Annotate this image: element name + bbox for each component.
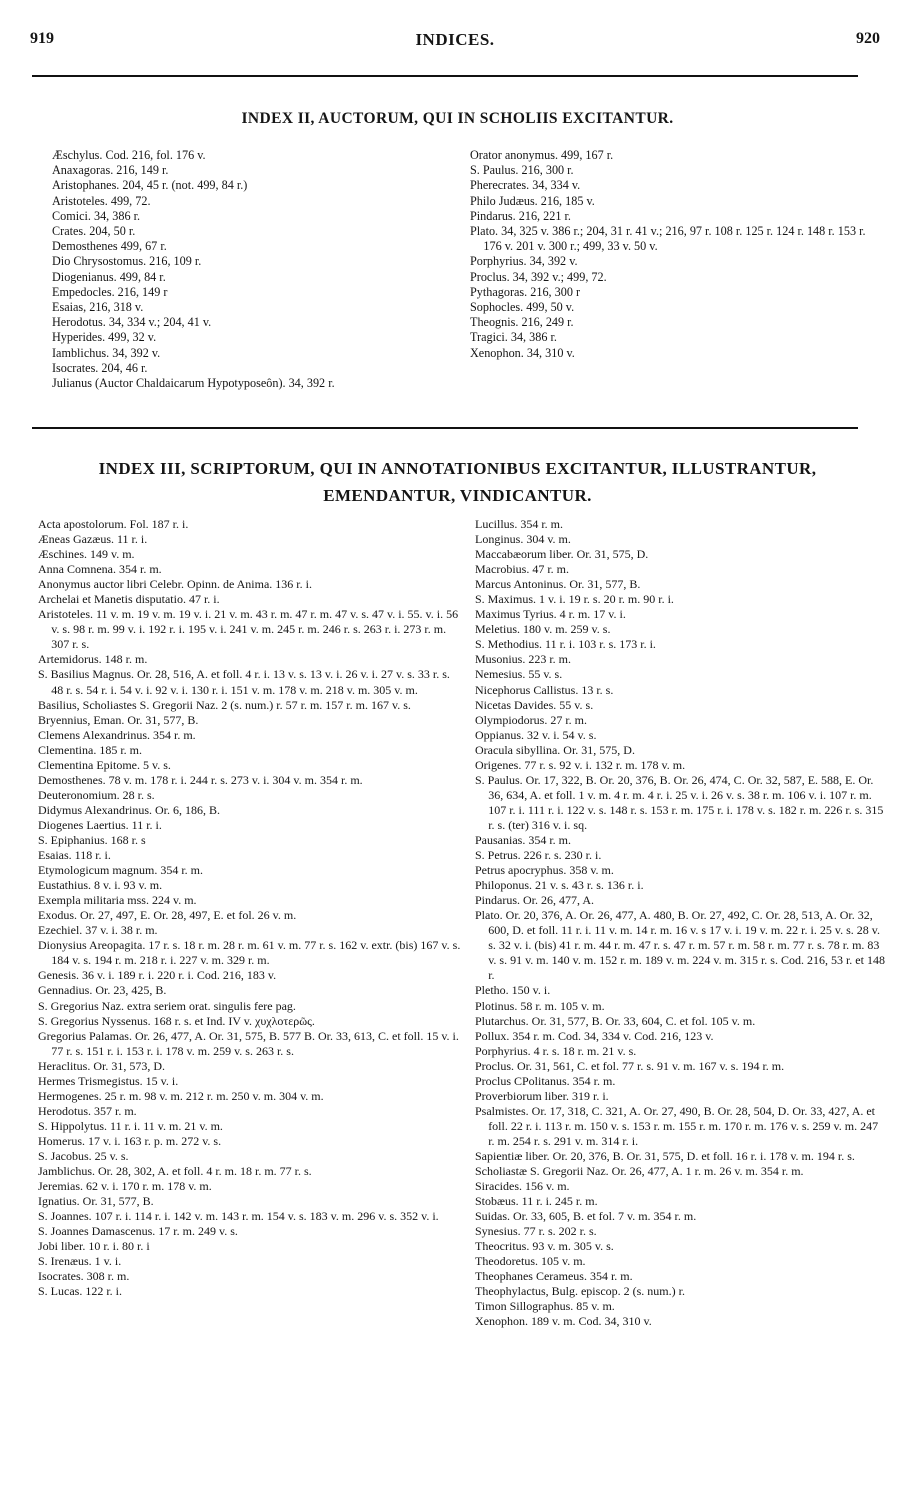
index-entry: Theophylactus, Bulg. episcop. 2 (s. num.) r.: [475, 1284, 685, 1299]
index-entry: Archelai et Manetis disputatio. 47 r. i.: [38, 592, 220, 607]
index-entry: S. Methodius. 11 r. i. 103 r. s. 173 r. i.: [475, 637, 656, 652]
index-entry: Tragici. 34, 386 r.: [470, 330, 557, 345]
index-entry: Dionysius Areopagita. 17 r. s. 18 r. m. 28 r. m. 61 v. m. 77 r. s. 162 v. extr. (bis) 167 v. s. 184 v. s. 194 r. m. 218 r. i. 227 v. m. 329 r. m.: [38, 938, 461, 968]
index-entry: Proclus. Or. 31, 561, C. et fol. 77 r. s. 91 v. m. 167 v. s. 194 r. m.: [475, 1058, 785, 1073]
index-entry: Clementina Epitome. 5 v. s.: [38, 757, 171, 772]
section-rule: [32, 427, 858, 429]
index-entry: S. Petrus. 226 r. s. 230 r. i.: [475, 848, 602, 863]
index-entry: Basilius, Scholiastes S. Gregorii Naz. 2 (s. num.) r. 57 r. m. 157 r. m. 167 v. s.: [38, 697, 411, 712]
index-entry: Pythagoras. 216, 300 r: [470, 284, 581, 299]
page-header: [30, 30, 880, 54]
index-entry: Anna Comnena. 354 r. m.: [38, 562, 162, 577]
index-entry: Proverbiorum liber. 319 r. i.: [475, 1088, 609, 1103]
index3-heading-line1: INDEX III, SCRIPTORUM, QUI IN ANNOTATIONIBUS EXCITANTUR, ILLUSTRANTUR,: [98, 459, 817, 478]
index-entry: Xenophon. 189 v. m. Cod. 34, 310 v.: [475, 1314, 652, 1329]
index-entry: Maccabæorum liber. Or. 31, 575, D.: [475, 547, 649, 562]
index-entry: Demosthenes. 78 v. m. 178 r. i. 244 r. s. 273 v. i. 304 v. m. 354 r. m.: [38, 772, 363, 787]
index-entry: Proclus. 34, 392 v.; 499, 72.: [470, 269, 607, 284]
index-entry: Aristoteles. 499, 72.: [52, 193, 151, 208]
index-entry: Petrus apocryphus. 358 v. m.: [475, 863, 614, 878]
index-entry: Proclus CPolitanus. 354 r. m.: [475, 1073, 616, 1088]
index-entry: Herodotus. 34, 334 v.; 204, 41 v.: [52, 315, 212, 330]
index-entry: S. Maximus. 1 v. i. 19 r. s. 20 r. m. 90 r. i.: [475, 592, 674, 607]
index-entry: Theocritus. 93 v. m. 305 v. s.: [475, 1239, 614, 1254]
index-entry: S. Epiphanius. 168 r. s: [38, 832, 146, 847]
index-entry: Crates. 204, 50 r.: [52, 224, 136, 239]
index-entry: Psalmistes. Or. 17, 318, C. 321, A. Or. 27, 490, B. Or. 28, 504, D. Or. 33, 427, A. et foll. 22 r. i. 113 r. m. 150 v. s. 153 r. m. 155 r. m. 170 r. m. 176 v. s. 259 v. m. 247 r. m. 254 r. s. 291 v. m. 314 r. i.: [475, 1103, 879, 1148]
index-entry: Synesius. 77 r. s. 202 r. s.: [475, 1224, 597, 1239]
index-entry: Marcus Antoninus. Or. 31, 577, B.: [475, 577, 641, 592]
index-entry: Clementina. 185 r. m.: [38, 742, 142, 757]
index3-heading-line2: EMENDANTUR, VINDICANTUR.: [323, 486, 592, 505]
index-entry: Æneas Gazæus. 11 r. i.: [38, 532, 148, 547]
index-entry: S. Paulus. Or. 17, 322, B. Or. 20, 376, B. Or. 26, 474, C. Or. 32, 587, E. 588, E. Or. 36, 634, A. et foll. 1 v. m. 4 r. m. 4 r. i. 25 v. i. 26 v. s. 38 r. m. 106 v. i. 107 r. m. 107 r. i. 111 r. i. 122 v. s. 148 r. s. 153 r. m. 175 r. i. 178 v. s. 182 r. m. 226 r. s. 315 r. s. (ter) 316 v. i. sq.: [475, 772, 884, 832]
index-entry: Jobi liber. 10 r. i. 80 r. i: [38, 1239, 150, 1254]
index-entry: Isocrates. 308 r. m.: [38, 1269, 130, 1284]
index-entry: Pindarus. Or. 26, 477, A.: [475, 893, 595, 908]
index-entry: Jamblichus. Or. 28, 302, A. et foll. 4 r. m. 18 r. m. 77 r. s.: [38, 1164, 312, 1179]
index-entry: Anonymus auctor libri Celebr. Opinn. de Anima. 136 r. i.: [38, 577, 312, 592]
index-entry: Didymus Alexandrinus. Or. 6, 186, B.: [38, 802, 220, 817]
index-entry: Herodotus. 357 r. m.: [38, 1103, 137, 1118]
index-entry: Gennadius. Or. 23, 425, B.: [38, 983, 167, 998]
index-entry: Diogenianus. 499, 84 r.: [52, 269, 166, 284]
index-entry: Porphyrius. 4 r. s. 18 r. m. 21 v. s.: [475, 1043, 637, 1058]
index-entry: Hyperides. 499, 32 v.: [52, 330, 157, 345]
index-entry: Æschylus. Cod. 216, fol. 176 v.: [52, 148, 206, 162]
index-entry: Nicephorus Callistus. 13 r. s.: [475, 682, 614, 697]
index-entry: Hermogenes. 25 r. m. 98 v. m. 212 r. m. 250 v. m. 304 v. m.: [38, 1088, 324, 1103]
index-entry: Empedocles. 216, 149 r: [52, 284, 168, 299]
index-entry: Julianus (Auctor Chaldaicarum Hypotyposeôn). 34, 392 r.: [52, 376, 335, 391]
index-entry: Jeremias. 62 v. i. 170 r. m. 178 v. m.: [38, 1179, 212, 1194]
index-entry: Pindarus. 216, 221 r.: [470, 208, 571, 223]
index-entry: Comici. 34, 386 r.: [52, 208, 141, 223]
index-entry: Æschines. 149 v. m.: [38, 547, 135, 562]
index-entry: Demosthenes 499, 67 r.: [52, 239, 167, 254]
index-entry: Etymologicum magnum. 354 r. m.: [38, 863, 203, 878]
index-entry: S. Basilius Magnus. Or. 28, 516, A. et foll. 4 r. i. 13 v. s. 13 v. i. 26 v. i. 27 v. s. 33 r. s. 48 r. s. 54 r. i. 54 v. i. 92 v. i. 130 r. i. 151 v. m. 178 v. m. 218 v. m. 305 v. m.: [38, 667, 450, 697]
index-entry: Aristophanes. 204, 45 r. (not. 499, 84 r.): [52, 178, 248, 193]
index-entry: Iamblichus. 34, 392 v.: [52, 345, 161, 360]
index-entry: Anaxagoras. 216, 149 r.: [52, 163, 169, 178]
index-entry: Meletius. 180 v. m. 259 v. s.: [475, 622, 611, 637]
running-title: INDICES.: [415, 30, 495, 49]
index3-left-column: [38, 517, 461, 1299]
index-entry: Pollux. 354 r. m. Cod. 34, 334 v. Cod. 216, 123 v.: [475, 1028, 714, 1043]
index-entry: Bryennius, Eman. Or. 31, 577, B.: [38, 712, 199, 727]
index-entry: Homerus. 17 v. i. 163 r. p. m. 272 v. s.: [38, 1133, 222, 1148]
index-entry: S. Gregorius Nyssenus. 168 r. s. et Ind. IV v. χυχλοτερῶς.: [38, 1013, 315, 1028]
index-entry: Isocrates. 204, 46 r.: [52, 360, 148, 375]
index-entry: Plutarchus. Or. 31, 577, B. Or. 33, 604, C. et fol. 105 v. m.: [475, 1013, 756, 1028]
index-entry: Origenes. 77 r. s. 92 v. i. 132 r. m. 178 v. m.: [475, 757, 686, 772]
index-entry: Siracides. 156 v. m.: [475, 1179, 570, 1194]
index-entry: Longinus. 304 v. m.: [475, 532, 571, 547]
index-entry: Clemens Alexandrinus. 354 r. m.: [38, 727, 196, 742]
index-entry: Theognis. 216, 249 r.: [470, 315, 574, 330]
index2-left-column: [52, 148, 462, 391]
index-entry: Theodoretus. 105 v. m.: [475, 1254, 586, 1269]
index-entry: Deuteronomium. 28 r. s.: [38, 787, 155, 802]
index-entry: Plato. Or. 20, 376, A. Or. 26, 477, A. 480, B. Or. 27, 492, C. Or. 28, 513, A. Or. 32, 600, D. et foll. 11 r. i. 11 v. m. 14 r. m. 16 v. s 17 v. i. 19 v. m. 22 r. i. 25 v. s. 28 v. s. 32 v. i. (bis) 41 r. m. 44 r. m. 47 r. s. 47 r. m. 57 r. m. 58 r. m. 77 r. s. 78 r. m. 83 v. s. 91 v. m. 140 v. m. 152 r. m. 189 v. m. 224 v. m. 315 r. s. Cod. 216, 53 r. et 148 r.: [475, 908, 885, 983]
index-entry: Nicetas Davides. 55 v. s.: [475, 697, 594, 712]
index-entry: Heraclitus. Or. 31, 573, D.: [38, 1058, 165, 1073]
index-entry: Hermes Trismegistus. 15 v. i.: [38, 1073, 179, 1088]
index-entry: Maximus Tyrius. 4 r. m. 17 v. i.: [475, 607, 626, 622]
index-entry: Orator anonymus. 499, 167 r.: [470, 148, 614, 162]
index-entry: Macrobius. 47 r. m.: [475, 562, 569, 577]
index-entry: Eustathius. 8 v. i. 93 v. m.: [38, 878, 163, 893]
index-entry: Stobæus. 11 r. i. 245 r. m.: [475, 1194, 598, 1209]
page-number-left: 919: [30, 30, 54, 47]
index-entry: Gregorius Palamas. Or. 26, 477, A. Or. 31, 575, B. 577 B. Or. 33, 613, C. et foll. 15 v. i. 77 r. s. 151 r. i. 153 r. i. 178 v. m. 259 v. s. 263 r. s.: [38, 1028, 459, 1058]
index-entry: Philoponus. 21 v. s. 43 r. s. 136 r. i.: [475, 878, 644, 893]
index-entry: Timon Sillographus. 85 v. m.: [475, 1299, 615, 1314]
index-entry: Sophocles. 499, 50 v.: [470, 300, 575, 315]
index-entry: Scholiastæ S. Gregorii Naz. Or. 26, 477, A. 1 r. m. 26 v. m. 354 r. m.: [475, 1164, 804, 1179]
index-entry: Oppianus. 32 v. i. 54 v. s.: [475, 727, 597, 742]
index3-heading: [30, 455, 885, 509]
index-entry: Sapientiæ liber. Or. 20, 376, B. Or. 31, 575, D. et foll. 16 r. i. 178 v. m. 194 r. s.: [475, 1148, 855, 1163]
index-entry: Pausanias. 354 r. m.: [475, 832, 571, 847]
index-entry: Esaias, 216, 318 v.: [52, 300, 144, 315]
index-entry: Nemesius. 55 v. s.: [475, 667, 563, 682]
index-entry: S. Lucas. 122 r. i.: [38, 1284, 122, 1299]
index-entry: Pletho. 150 v. i.: [475, 983, 551, 998]
index2-heading: INDEX II, AUCTORUM, QUI IN SCHOLIIS EXCITANTUR.: [241, 110, 674, 127]
index-entry: Diogenes Laertius. 11 r. i.: [38, 817, 162, 832]
index-entry: Musonius. 223 r. m.: [475, 652, 572, 667]
index-entry: Pherecrates. 34, 334 v.: [470, 178, 581, 193]
index-entry: Philo Judæus. 216, 185 v.: [470, 193, 595, 208]
header-rule: [32, 75, 858, 77]
page-number-right: 920: [856, 30, 880, 47]
index-entry: Genesis. 36 v. i. 189 r. i. 220 r. i. Cod. 216, 183 v.: [38, 968, 277, 983]
index2-right-column: [470, 148, 880, 361]
index-entry: Olympiodorus. 27 r. m.: [475, 712, 588, 727]
index-entry: S. Jacobus. 25 v. s.: [38, 1148, 129, 1163]
index-entry: Artemidorus. 148 r. m.: [38, 652, 148, 667]
index-entry: Aristoteles. 11 v. m. 19 v. m. 19 v. i. 21 v. m. 43 r. m. 47 r. m. 47 v. s. 47 v. i. 55. v. i. 56 v. s. 98 r. m. 99 v. i. 192 r. i. 195 v. i. 241 v. m. 245 r. m. 246 r. s. 263 r. i. 273 r. m. 307 r. s.: [38, 607, 459, 652]
index-entry: Exempla militaria mss. 224 v. m.: [38, 893, 197, 908]
index-entry: Theophanes Cerameus. 354 r. m.: [475, 1269, 633, 1284]
index-entry: Ignatius. Or. 31, 577, B.: [38, 1194, 154, 1209]
index-entry: Acta apostolorum. Fol. 187 r. i.: [38, 517, 189, 531]
index-entry: S. Paulus. 216, 300 r.: [470, 163, 574, 178]
index-entry: S. Gregorius Naz. extra seriem orat. singulis fere pag.: [38, 998, 296, 1013]
index-entry: Exodus. Or. 27, 497, E. Or. 28, 497, E. et fol. 26 v. m.: [38, 908, 297, 923]
index-entry: Oracula sibyllina. Or. 31, 575, D.: [475, 742, 635, 757]
index-entry: Lucillus. 354 r. m.: [475, 517, 563, 531]
index-entry: Plato. 34, 325 v. 386 r.; 204, 31 r. 41 v.; 216, 97 r. 108 r. 125 r. 124 r. 148 r. 153 r. 176 v. 201 v. 300 r.; 499, 33 v. 50 v.: [470, 224, 866, 254]
index-entry: S. Irenæus. 1 v. i.: [38, 1254, 122, 1269]
index-entry: Esaias. 118 r. i.: [38, 848, 111, 863]
index-entry: S. Joannes Damascenus. 17 r. m. 249 v. s.: [38, 1224, 238, 1239]
index-entry: S. Joannes. 107 r. i. 114 r. i. 142 v. m. 143 r. m. 154 v. s. 183 v. m. 296 v. s. 352 v. i.: [38, 1209, 439, 1224]
index-entry: Xenophon. 34, 310 v.: [470, 345, 575, 360]
index-entry: Suidas. Or. 33, 605, B. et fol. 7 v. m. 354 r. m.: [475, 1209, 697, 1224]
index-entry: Plotinus. 58 r. m. 105 v. m.: [475, 998, 605, 1013]
index-entry: Dio Chrysostomus. 216, 109 r.: [52, 254, 202, 269]
index-entry: Ezechiel. 37 v. i. 38 r. m.: [38, 923, 158, 938]
index-entry: Porphyrius. 34, 392 v.: [470, 254, 578, 269]
index-entry: S. Hippolytus. 11 r. i. 11 v. m. 21 v. m.: [38, 1118, 223, 1133]
index3-right-column: [475, 517, 885, 1330]
